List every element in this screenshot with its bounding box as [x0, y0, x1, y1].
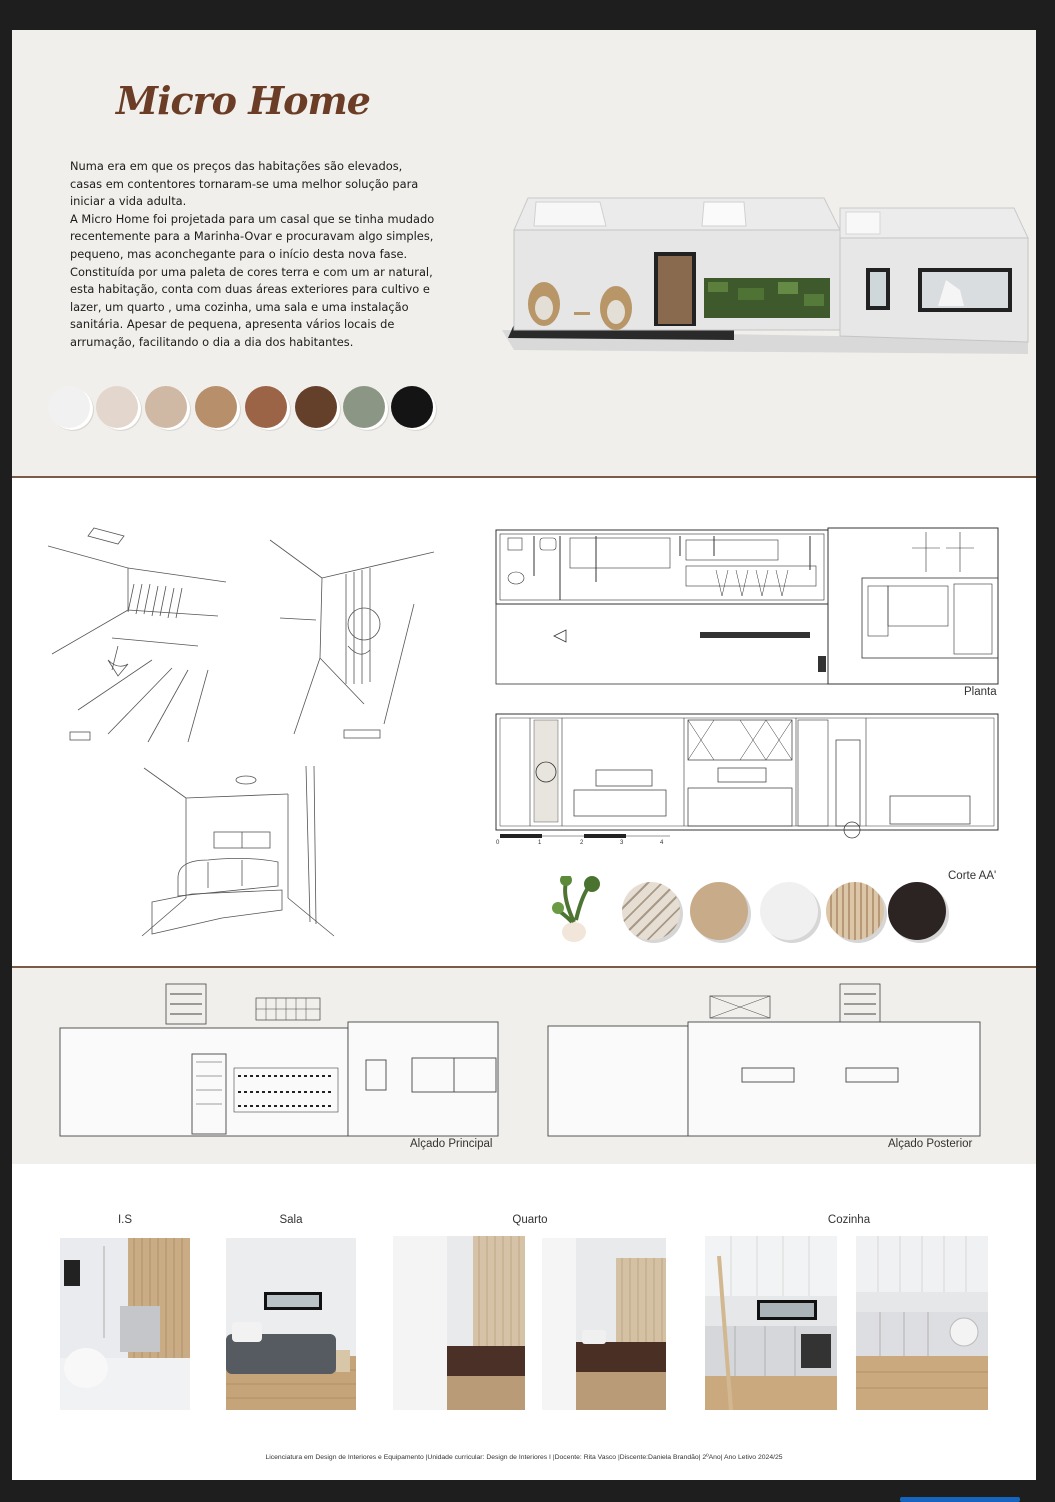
intro-section — [12, 30, 1036, 478]
description-line: Constituída por uma paleta de cores terra e com um ar natural, — [70, 264, 433, 279]
photo-living-room — [226, 1238, 356, 1410]
sketch-bathroom — [48, 520, 228, 746]
rear-elevation-label: Alçado Posterior — [888, 1138, 973, 1150]
photo-bedroom-2 — [542, 1238, 666, 1410]
palette-swatch — [295, 386, 337, 428]
section-label: Corte AA' — [948, 870, 997, 882]
palette-swatch — [195, 386, 237, 428]
photo-label-sala: Sala — [279, 1214, 303, 1226]
rear-elevation — [544, 980, 994, 1140]
description-line: pequeno, mas aconchegante para o início desta nova fase. — [70, 246, 408, 261]
material-swatch — [760, 882, 818, 940]
description-line: arrumação, facilitando o dia a dia dos habitantes. — [70, 334, 354, 349]
description-line: A Micro Home foi projetada para um casal que se tinha mudado — [70, 211, 435, 226]
photos-section — [12, 1164, 1036, 1480]
photo-bedroom-1 — [393, 1236, 525, 1410]
front-elevation — [56, 980, 506, 1140]
description-line: lazer, um quarto , uma cozinha, uma sala e uma instalação — [70, 299, 409, 314]
scale-tick: 2 — [580, 840, 584, 846]
scale-tick: 3 — [620, 840, 624, 846]
sketch-living-room — [138, 762, 350, 938]
photo-label-quarto: Quarto — [512, 1214, 548, 1226]
material-swatch — [622, 882, 680, 940]
photo-label-is: I.S — [117, 1214, 133, 1226]
description-line: casas em contentores tornaram-se uma melhor solução para — [70, 176, 419, 191]
palette-swatch — [145, 386, 187, 428]
description-line: esta habitação, conta com duas áreas exteriores para cultivo e — [70, 282, 430, 297]
poster-page — [12, 30, 1036, 1480]
plant-icon — [552, 876, 604, 946]
footer-credits: Licenciatura em Design de Interiores e Equipamento |Unidade curricular: Design de Interiores I |Docente: Rita Vasco |Discente:Daniela Brandão| 2ºAno| Ano Letivo 2024/25 — [265, 1454, 783, 1461]
page-title: Micro Home — [116, 78, 370, 123]
description-line: sanitária. Apesar de pequena, apresenta vários locais de — [70, 317, 395, 332]
scale-tick: 0 — [496, 840, 500, 846]
plan-label: Planta — [964, 686, 997, 698]
description-line: Numa era em que os preços das habitações são elevados, — [70, 159, 403, 173]
sketch-wardrobe — [264, 534, 440, 744]
elevations-section — [12, 968, 1036, 1164]
palette-swatch — [245, 386, 287, 428]
photo-bathroom — [60, 1238, 190, 1410]
palette-swatch — [96, 386, 138, 428]
material-swatch — [826, 882, 884, 940]
scroll-indicator — [900, 1497, 1020, 1502]
photo-label-cozinha: Cozinha — [827, 1214, 871, 1226]
photo-kitchen-2 — [856, 1236, 988, 1410]
description-line: iniciar a vida adulta. — [70, 194, 187, 209]
description-line: recentemente para a Marinha-Ovar e procuravam algo simples, — [70, 229, 434, 244]
section-drawing — [490, 710, 1026, 858]
drawings-section — [12, 478, 1036, 968]
project-description — [70, 158, 480, 352]
palette-swatch — [48, 386, 90, 428]
floor-plan — [490, 526, 1026, 686]
scale-tick: 4 — [660, 840, 664, 846]
model-photo — [494, 190, 1034, 360]
material-swatch — [888, 882, 946, 940]
photo-kitchen-1 — [705, 1236, 837, 1410]
material-swatch — [690, 882, 748, 940]
scale-tick: 1 — [538, 840, 542, 846]
palette-swatch — [391, 386, 433, 428]
palette-swatch — [343, 386, 385, 428]
front-elevation-label: Alçado Principal — [410, 1138, 493, 1150]
